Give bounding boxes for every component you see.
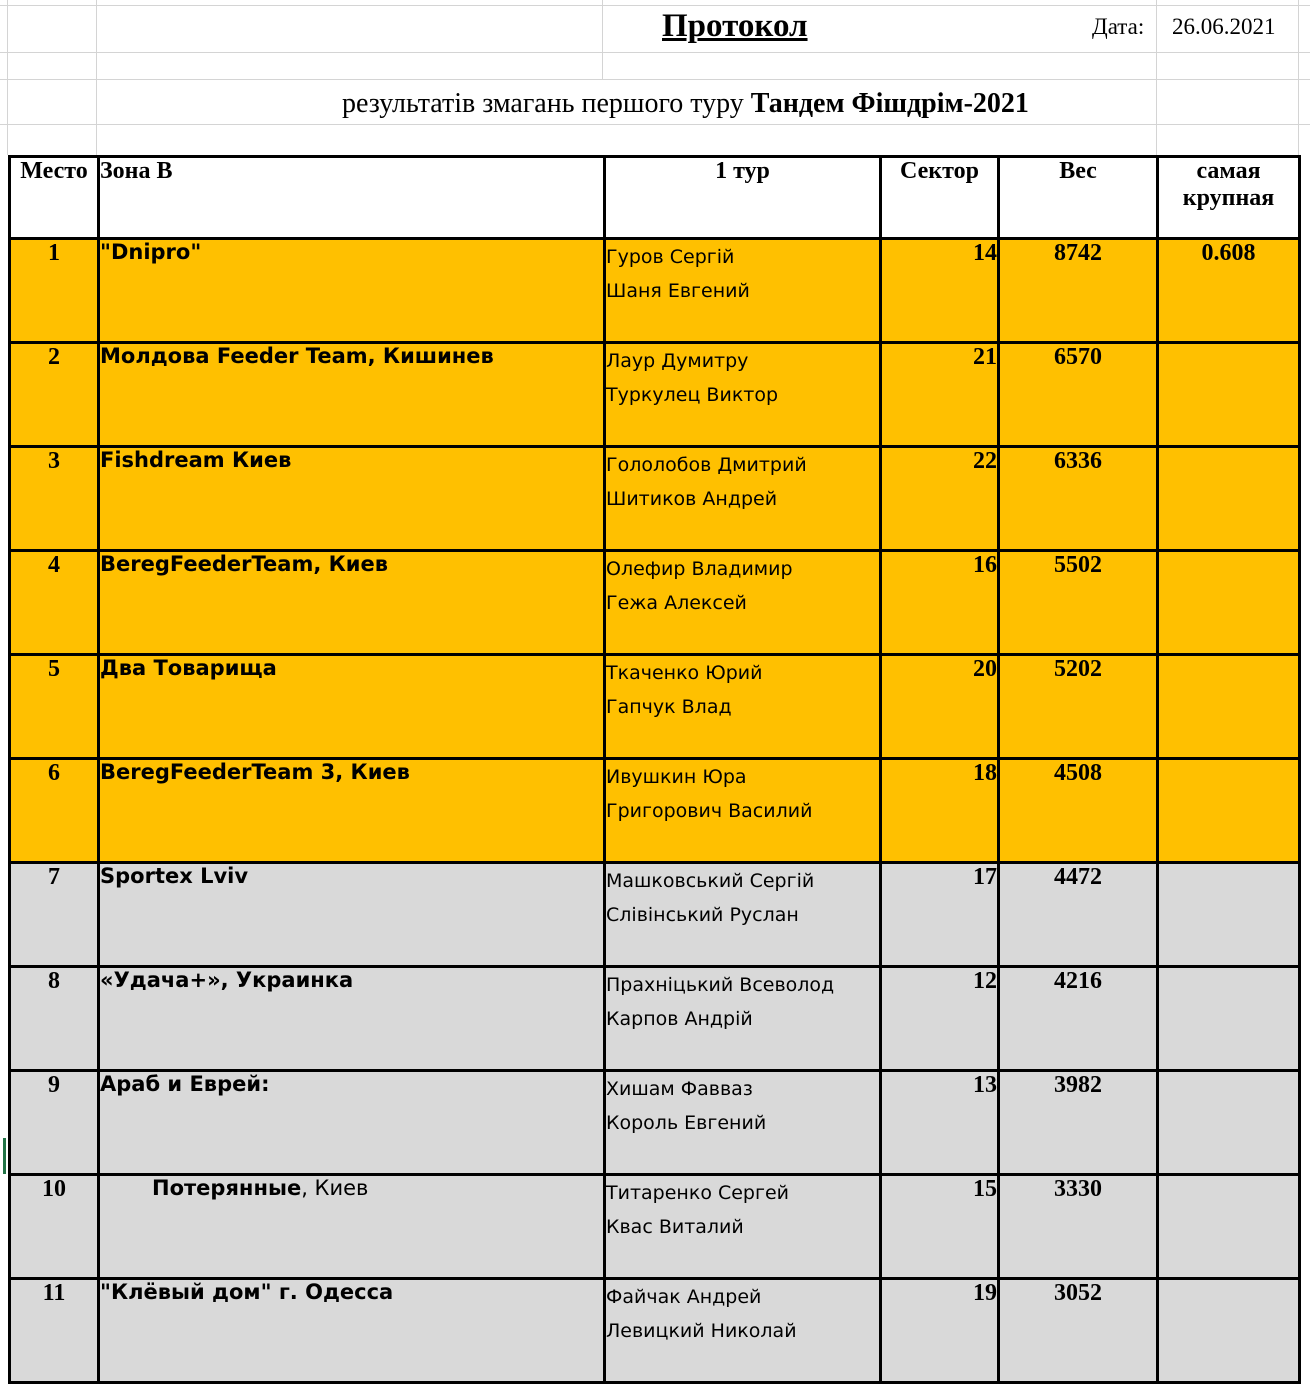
team-cell[interactable] — [99, 759, 605, 863]
subtitle-event: Тандем Фішдрім-2021 — [750, 88, 1029, 119]
sector-cell[interactable]: 22 — [881, 447, 999, 551]
sector-cell[interactable]: 18 — [881, 759, 999, 863]
weight-cell[interactable]: 6570 — [999, 343, 1158, 447]
biggest-fish-cell[interactable] — [1158, 343, 1300, 447]
participants-cell[interactable] — [605, 447, 881, 551]
participant-name: Ивушкин Юра — [606, 766, 747, 788]
team-cell[interactable] — [99, 1071, 605, 1175]
participant-name: Лаур Думитру — [606, 350, 749, 372]
participant-name: Олефир Владимир — [606, 558, 793, 580]
place-cell[interactable]: 10 — [10, 1175, 99, 1279]
weight-cell[interactable]: 4216 — [999, 967, 1158, 1071]
header-row — [10, 157, 1300, 239]
results-table — [8, 155, 1301, 1384]
biggest-fish-cell[interactable] — [1158, 759, 1300, 863]
table-row — [10, 759, 1300, 863]
table-row — [10, 863, 1300, 967]
participant-name: Ткаченко Юрий — [606, 662, 763, 684]
weight-cell[interactable]: 6336 — [999, 447, 1158, 551]
weight-cell[interactable]: 3052 — [999, 1279, 1158, 1383]
team-name: "Dnipro" — [100, 240, 202, 264]
participant-name: Туркулец Виктор — [606, 384, 779, 406]
table-row — [10, 447, 1300, 551]
place-cell[interactable]: 2 — [10, 343, 99, 447]
sector-cell[interactable]: 16 — [881, 551, 999, 655]
subtitle-prefix: результатів змагань першого туру — [342, 88, 751, 119]
participant-name: Титаренко Сергей — [606, 1182, 790, 1204]
biggest-fish-cell[interactable] — [1158, 447, 1300, 551]
weight-cell[interactable]: 8742 — [999, 239, 1158, 343]
team-cell[interactable] — [99, 551, 605, 655]
place-cell[interactable]: 1 — [10, 239, 99, 343]
participant-name: Карпов Андрій — [606, 1008, 753, 1030]
table-row — [10, 1071, 1300, 1175]
sector-cell[interactable]: 17 — [881, 863, 999, 967]
weight-cell[interactable]: 3330 — [999, 1175, 1158, 1279]
place-cell[interactable]: 4 — [10, 551, 99, 655]
place-cell[interactable]: 3 — [10, 447, 99, 551]
grid-line — [0, 52, 1310, 53]
weight-cell[interactable]: 3982 — [999, 1071, 1158, 1175]
team-city: , Киев — [301, 1176, 369, 1200]
team-cell[interactable] — [99, 343, 605, 447]
team-name: Потерянные — [152, 1176, 302, 1200]
participant-name: Гололобов Дмитрий — [606, 454, 807, 476]
table-row — [10, 551, 1300, 655]
participants-cell[interactable] — [605, 967, 881, 1071]
participant-name: Левицкий Николай — [606, 1320, 797, 1342]
col-round-header[interactable]: 1 тур — [605, 157, 881, 239]
team-cell[interactable] — [99, 239, 605, 343]
participant-name: Гапчук Влад — [606, 696, 732, 718]
participant-name: Файчак Андрей — [606, 1286, 762, 1308]
team-name: BeregFeederTeam 3, Киев — [100, 760, 410, 784]
team-cell[interactable] — [99, 863, 605, 967]
team-cell[interactable] — [99, 447, 605, 551]
biggest-fish-cell[interactable]: 0.608 — [1158, 239, 1300, 343]
team-name: Молдова Feeder Team, Кишинев — [100, 344, 494, 368]
table-row — [10, 1279, 1300, 1383]
participant-name: Шаня Евгений — [606, 280, 750, 302]
team-name: Fishdream Киев — [100, 448, 292, 472]
sector-cell[interactable]: 12 — [881, 967, 999, 1071]
biggest-fish-cell[interactable] — [1158, 655, 1300, 759]
biggest-fish-cell[interactable] — [1158, 1071, 1300, 1175]
subtitle — [342, 88, 1029, 120]
grid-line — [602, 0, 603, 80]
participant-name: Квас Виталий — [606, 1216, 744, 1238]
grid-line — [7, 0, 8, 155]
place-cell[interactable]: 11 — [10, 1279, 99, 1383]
place-cell[interactable]: 5 — [10, 655, 99, 759]
col-weight-header[interactable]: Вес — [999, 157, 1158, 239]
selection-marker — [3, 1138, 6, 1174]
participant-name: Шитиков Андрей — [606, 488, 778, 510]
participant-name: Хишам Фавваз — [606, 1078, 753, 1100]
participant-name: Гежа Алексей — [606, 592, 747, 614]
participants-cell[interactable] — [605, 655, 881, 759]
date-value[interactable]: 26.06.2021 — [1172, 14, 1276, 39]
grid-line — [1298, 0, 1299, 155]
page-title: Протокол — [662, 8, 808, 44]
participant-name: Прахніцький Всеволод — [606, 974, 835, 996]
col-zone-header[interactable]: Зона В — [99, 157, 605, 239]
team-cell[interactable] — [99, 1279, 605, 1383]
grid-line — [1156, 0, 1157, 155]
participant-name: Слівінський Руслан — [606, 904, 799, 926]
place-cell[interactable]: 6 — [10, 759, 99, 863]
participants-cell[interactable] — [605, 239, 881, 343]
biggest-fish-cell[interactable] — [1158, 863, 1300, 967]
team-name: "Клёвый дом" г. Одесса — [100, 1280, 394, 1304]
participants-cell[interactable] — [605, 343, 881, 447]
participants-cell[interactable] — [605, 1279, 881, 1383]
sector-cell[interactable]: 14 — [881, 239, 999, 343]
participants-cell[interactable] — [605, 759, 881, 863]
team-name: Два Товарища — [100, 656, 277, 680]
place-cell[interactable]: 7 — [10, 863, 99, 967]
col-biggest-header[interactable]: самая крупная — [1158, 157, 1300, 239]
table-row — [10, 1175, 1300, 1279]
weight-cell[interactable]: 4508 — [999, 759, 1158, 863]
sector-cell[interactable]: 13 — [881, 1071, 999, 1175]
participant-name: Машковський Сергій — [606, 870, 815, 892]
team-name: «Удача+», Украинка — [100, 968, 354, 992]
participants-cell[interactable] — [605, 551, 881, 655]
table-row — [10, 967, 1300, 1071]
col-place-header[interactable]: Место — [10, 157, 99, 239]
biggest-fish-cell[interactable] — [1158, 551, 1300, 655]
participant-name: Король Евгений — [606, 1112, 767, 1134]
sector-cell[interactable]: 15 — [881, 1175, 999, 1279]
grid-line — [0, 79, 1310, 80]
table-row — [10, 239, 1300, 343]
sector-cell[interactable]: 19 — [881, 1279, 999, 1383]
grid-line — [96, 0, 97, 155]
grid-line — [0, 5, 1310, 6]
biggest-fish-cell[interactable] — [1158, 1279, 1300, 1383]
place-cell[interactable]: 9 — [10, 1071, 99, 1175]
team-cell[interactable] — [99, 655, 605, 759]
col-sector-header[interactable]: Сектор — [881, 157, 999, 239]
sector-cell[interactable]: 20 — [881, 655, 999, 759]
sector-cell[interactable]: 21 — [881, 343, 999, 447]
team-name: BeregFeederTeam, Киев — [100, 552, 389, 576]
participants-cell[interactable] — [605, 1071, 881, 1175]
team-cell[interactable] — [99, 967, 605, 1071]
participant-name: Гуров Сергій — [606, 246, 735, 268]
weight-cell[interactable]: 5202 — [999, 655, 1158, 759]
grid-line — [0, 124, 1310, 125]
biggest-fish-cell[interactable] — [1158, 1175, 1300, 1279]
participants-cell[interactable] — [605, 863, 881, 967]
table-row — [10, 343, 1300, 447]
table-row — [10, 655, 1300, 759]
team-name: Араб и Еврей: — [100, 1072, 270, 1096]
participant-name: Григорович Василий — [606, 800, 813, 822]
biggest-fish-cell[interactable] — [1158, 967, 1300, 1071]
weight-cell[interactable]: 5502 — [999, 551, 1158, 655]
participants-cell[interactable] — [605, 1175, 881, 1279]
weight-cell[interactable]: 4472 — [999, 863, 1158, 967]
place-cell[interactable]: 8 — [10, 967, 99, 1071]
date-label: Дата: — [1092, 14, 1145, 39]
team-name: Sportex Lviv — [100, 864, 249, 888]
team-cell[interactable] — [99, 1175, 605, 1279]
